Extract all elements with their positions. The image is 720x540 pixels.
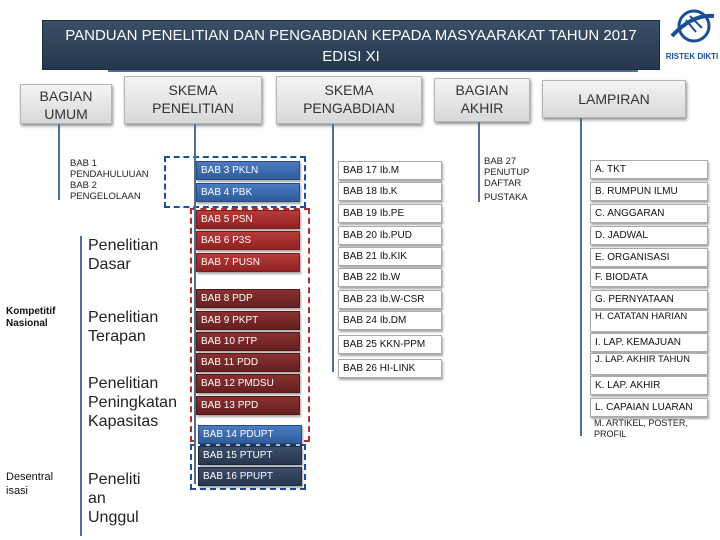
bab-5-psn: BAB 5 PSN <box>196 210 300 229</box>
lampiran-m-artikel: M. ARTIKEL, POSTER, PROFIL <box>594 418 688 439</box>
umum-connector <box>58 124 60 200</box>
group-penelitian-peningkatan-kapasitas <box>88 374 198 431</box>
header-lampiran-label: LAMPIRAN <box>578 91 650 107</box>
bab-14-pdupt: BAB 14 PDUPT <box>198 425 302 444</box>
desentral-line1: Desentral <box>6 471 54 483</box>
logo-text: RISTEK DIKTI <box>665 52 719 61</box>
group-unggul-line3: Unggul <box>88 509 139 526</box>
group-penelitian-terapan <box>88 308 172 346</box>
lampiran-c-anggaran: C. ANGGARAN <box>590 204 708 223</box>
header-penelitian-line2: PENELITIAN <box>152 100 234 116</box>
lampiran-b-rumpun-ilmu: B. RUMPUN ILMU <box>590 182 708 201</box>
bab-11-pdd: BAB 11 PDD <box>196 353 300 372</box>
bab-23-ibw-csr: BAB 23 Ib.W-CSR <box>338 290 442 309</box>
akhir-item-daftar: DAFTAR <box>484 178 522 189</box>
side-label-kompetitif <box>6 306 72 330</box>
header-connector <box>108 70 638 72</box>
header-akhir-line2: AKHIR <box>460 100 504 116</box>
kompetitif-line2: Nasional <box>6 318 48 329</box>
group-unggul-line2: an <box>88 490 106 507</box>
group-unggul-line1: Peneliti <box>88 471 141 488</box>
ristekdikti-logo <box>664 6 720 64</box>
header-umum-line2: UMUM <box>44 106 88 122</box>
desentral-line2: isasi <box>6 485 29 497</box>
header-bagian-akhir <box>434 78 530 122</box>
bab-8-pdp: BAB 8 PDP <box>196 289 300 308</box>
bab-25-kkn-ppm: BAB 25 KKN-PPM <box>338 335 442 354</box>
header-penelitian-line1: SKEMA <box>168 82 218 98</box>
bab-6-p3s: BAB 6 P3S <box>196 231 300 250</box>
page-title <box>42 20 660 70</box>
logo-emblem-icon <box>664 6 720 52</box>
group-penelitian-dasar <box>88 236 172 274</box>
akhir-connector <box>478 122 480 202</box>
bab-24-ibdm: BAB 24 Ib.DM <box>338 311 442 330</box>
umum-item-bab2: BAB 2 PENGELOLAAN <box>70 180 141 202</box>
header-lampiran <box>542 80 686 118</box>
bab-22-ibw: BAB 22 Ib.W <box>338 268 442 287</box>
bab-12-pmdsu: BAB 12 PMDSU <box>196 374 300 393</box>
bab-15-ptupt: BAB 15 PTUPT <box>198 446 302 465</box>
bab-9-pkpt: BAB 9 PKPT <box>196 311 300 330</box>
group-dasar-line2: Dasar <box>88 256 131 273</box>
lampiran-j-lap-akhir-tahun: J. LAP. AKHIR TAHUN <box>590 353 708 375</box>
bab-20-ibpud: BAB 20 Ib.PUD <box>338 226 442 245</box>
group-terapan-line1: Penelitian <box>88 309 159 326</box>
title-line2: EDISI XI <box>322 48 380 65</box>
bab-7-pusn: BAB 7 PUSN <box>196 253 300 272</box>
group-terapan-line2: Terapan <box>88 328 146 345</box>
bab-16-ppupt: BAB 16 PPUPT <box>198 467 302 486</box>
umum-item-bab1: BAB 1 PENDAHULUUAN <box>70 158 149 180</box>
lampiran-f-biodata: F. BIODATA <box>590 268 708 287</box>
header-pengabdian-line1: SKEMA <box>324 82 374 98</box>
header-akhir-line1: BAGIAN <box>455 82 509 98</box>
bab-3-pkln: BAB 3 PKLN <box>196 161 300 180</box>
lampiran-i-lap-kemajuan: I. LAP. KEMAJUAN <box>590 333 708 352</box>
group-penelitian-unggul <box>88 470 158 527</box>
group-kapasitas-line3: Kapasitas <box>88 413 159 430</box>
side-label-desentralisasi <box>6 470 72 498</box>
bab-10-ptp: BAB 10 PTP <box>196 332 300 351</box>
header-umum-line1: BAGIAN <box>39 88 93 104</box>
header-bagian-umum <box>20 84 112 124</box>
penelitian-group-spine <box>80 236 82 536</box>
lampiran-g-pernyataan: G. PERNYATAAN <box>590 290 708 309</box>
header-pengabdian-line2: PENGABDIAN <box>303 100 395 116</box>
bab-18-ibk: BAB 18 Ib.K <box>338 182 442 201</box>
bab-4-pbk: BAB 4 PBK <box>196 183 300 202</box>
bab-21-ibkik: BAB 21 Ib.KIK <box>338 247 442 266</box>
header-skema-penelitian <box>124 76 262 124</box>
kompetitif-line1: Kompetitif <box>6 306 56 317</box>
lampiran-k-lap-akhir: K. LAP. AKHIR <box>590 376 708 395</box>
akhir-item-bab27: BAB 27 PENUTUP <box>484 156 530 178</box>
group-kapasitas-line2: Peningkatan <box>88 394 177 411</box>
lampiran-a-tkt: A. TKT <box>590 160 708 179</box>
akhir-item-pustaka: PUSTAKA <box>484 192 528 203</box>
bab-26-hi-link: BAB 26 HI-LINK <box>338 359 442 378</box>
lampiran-d-jadwal: D. JADWAL <box>590 226 708 245</box>
lampiran-e-organisasi: E. ORGANISASI <box>590 248 708 267</box>
bab-19-ibpe: BAB 19 Ib.PE <box>338 204 442 223</box>
header-skema-pengabdian <box>276 76 422 124</box>
lampiran-l-capaian-luaran: L. CAPAIAN LUARAN <box>590 398 708 417</box>
pengabdian-connector <box>332 124 334 372</box>
bab-13-ppd: BAB 13 PPD <box>196 396 300 415</box>
bab-17-ibm: BAB 17 Ib.M <box>338 161 442 180</box>
lampiran-connector <box>580 118 582 436</box>
group-kapasitas-line1: Penelitian <box>88 375 159 392</box>
lampiran-h-catatan-harian: H. CATATAN HARIAN <box>590 310 708 332</box>
group-dasar-line1: Penelitian <box>88 237 159 254</box>
title-line1: PANDUAN PENELITIAN DAN PENGABDIAN KEPADA MASYAARAKAT TAHUN 2017 <box>65 27 637 44</box>
